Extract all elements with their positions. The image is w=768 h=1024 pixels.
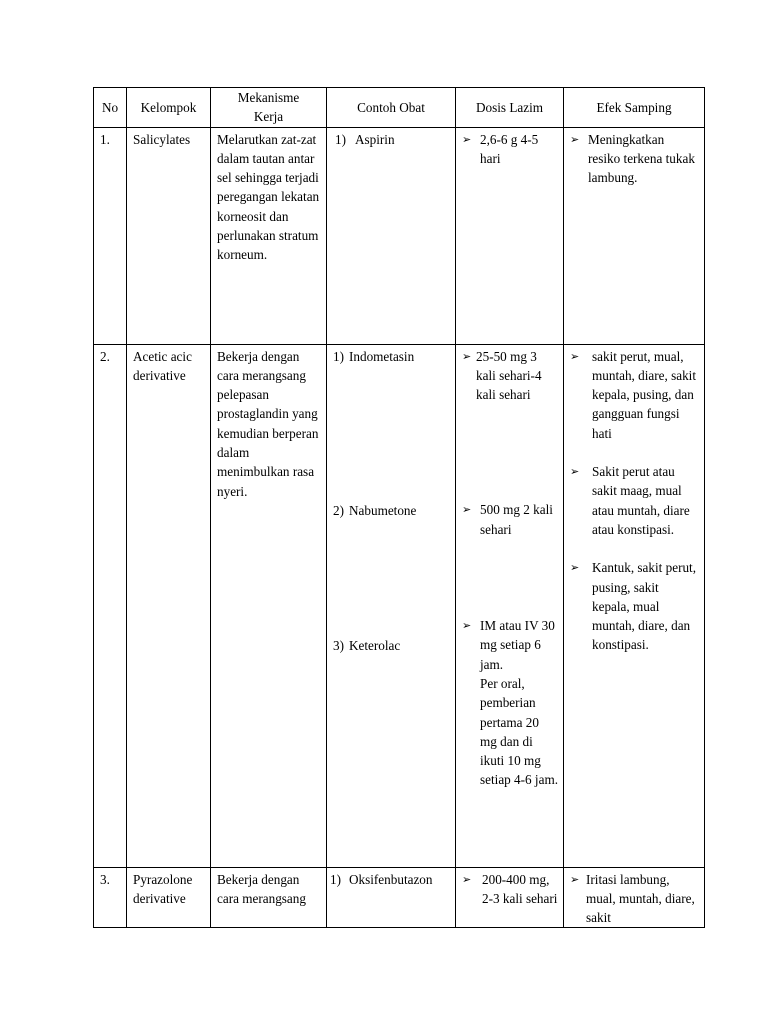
dose-item	[462, 500, 558, 539]
header-no: No	[94, 88, 127, 128]
effect-text: Iritasi lambung, mual, muntah, diare, sakit	[586, 871, 695, 926]
header-contoh-obat: Contoh Obat	[327, 88, 456, 128]
spacer	[570, 443, 699, 462]
dose-text: 25-50 mg 3 kali sehari-4 kali sehari	[476, 348, 542, 403]
cell-no: 2.	[94, 344, 127, 867]
spacer	[462, 539, 558, 616]
table-row	[94, 867, 705, 928]
drug-item	[330, 870, 450, 889]
effect-item	[570, 870, 699, 928]
cell-mekanisme: Bekerja dengan cara merangsang pelepasan prostaglandin yang kemudian berperan dalam menimbulkan rasa nyeri.	[211, 344, 327, 867]
arrowhead-bullet-icon: ➢	[462, 349, 472, 363]
drug-name: Nabumetone	[349, 502, 417, 518]
cell-no: 3.	[94, 867, 127, 928]
cell-contoh-obat	[327, 344, 456, 867]
dose-text: Per oral, pemberian pertama 20 mg dan di ikuti 10 mg setiap 4-6 jam.	[480, 675, 559, 788]
cell-dosis	[456, 344, 564, 867]
spacer	[333, 520, 450, 636]
drug-number: 2)	[333, 502, 344, 518]
drug-number: 3)	[333, 638, 344, 654]
cell-mekanisme: Melarutkan zat-zat dalam tautan antar sel sehingga terjadi peregangan lekatan korneosit dan perlunakan stratum korneum.	[211, 127, 327, 344]
drug-table	[93, 87, 705, 928]
cell-efek	[564, 867, 705, 928]
header-efek: Efek Samping	[564, 88, 705, 128]
drug-number: 1)	[335, 131, 346, 147]
cell-dosis	[456, 867, 564, 928]
cell-efek	[564, 127, 705, 344]
effect-text: Meningkatkan resiko terkena tukak lambung.	[588, 131, 695, 186]
effect-item	[570, 130, 699, 188]
arrowhead-bullet-icon: ➢	[462, 132, 472, 146]
drug-item	[335, 130, 450, 149]
arrowhead-bullet-icon: ➢	[462, 619, 472, 633]
dose-item	[462, 616, 558, 790]
arrowhead-bullet-icon: ➢	[462, 872, 472, 886]
cell-kelompok: Acetic acic derivative	[127, 344, 211, 867]
arrowhead-bullet-icon: ➢	[570, 132, 580, 146]
effect-text: Sakit perut atau sakit maag, mual atau muntah, diare atau konstipasi.	[592, 464, 690, 537]
cell-kelompok: Salicylates	[127, 127, 211, 344]
table-row	[94, 344, 705, 867]
drug-item	[333, 501, 450, 520]
arrowhead-bullet-icon: ➢	[570, 561, 580, 575]
dose-text: 2,6-6 g 4-5 hari	[480, 131, 539, 166]
effect-item	[570, 558, 699, 654]
dose-text: 200-400 mg, 2-3 kali sehari	[482, 871, 558, 906]
arrowhead-bullet-icon: ➢	[570, 872, 580, 886]
effect-item	[570, 347, 699, 443]
spacer	[333, 366, 450, 501]
table-row	[94, 127, 705, 344]
header-mekanisme: Mekanisme Kerja	[211, 88, 327, 128]
cell-contoh-obat	[327, 127, 456, 344]
drug-name: Oksifenbutazon	[349, 871, 433, 887]
cell-mekanisme: Bekerja dengan cara merangsang	[211, 867, 327, 928]
header-kelompok: Kelompok	[127, 88, 211, 128]
arrowhead-bullet-icon: ➢	[570, 349, 580, 363]
drug-number: 1)	[330, 871, 341, 887]
effect-text: Kantuk, sakit perut, pusing, sakit kepala, mual muntah, diare, dan konstipasi.	[592, 560, 697, 653]
drug-name: Aspirin	[355, 131, 395, 147]
drug-name: Indometasin	[349, 348, 415, 364]
header-dosis: Dosis Lazim	[456, 88, 564, 128]
effect-text: sakit perut, mual, muntah, diare, sakit kepala, pusing, dan gangguan fungsi hati	[592, 348, 697, 441]
effect-item	[570, 462, 699, 539]
cell-efek	[564, 344, 705, 867]
drug-item	[333, 636, 450, 655]
drug-item	[333, 347, 450, 366]
spacer	[462, 404, 558, 500]
spacer	[570, 539, 699, 558]
cell-dosis	[456, 127, 564, 344]
drug-name: Keterolac	[349, 638, 401, 654]
dose-item	[462, 130, 558, 169]
dose-item	[462, 347, 558, 405]
drug-number: 1)	[333, 348, 344, 364]
arrowhead-bullet-icon: ➢	[570, 465, 580, 479]
dose-item	[462, 870, 558, 909]
cell-kelompok: Pyrazolone derivative	[127, 867, 211, 928]
cell-contoh-obat	[327, 867, 456, 928]
cell-no: 1.	[94, 127, 127, 344]
dose-text: IM atau IV 30 mg setiap 6 jam.	[480, 618, 555, 672]
arrowhead-bullet-icon: ➢	[462, 503, 472, 517]
dose-text-group	[480, 616, 558, 790]
dose-text: 500 mg 2 kali sehari	[480, 502, 553, 537]
table-header-row	[94, 88, 705, 128]
